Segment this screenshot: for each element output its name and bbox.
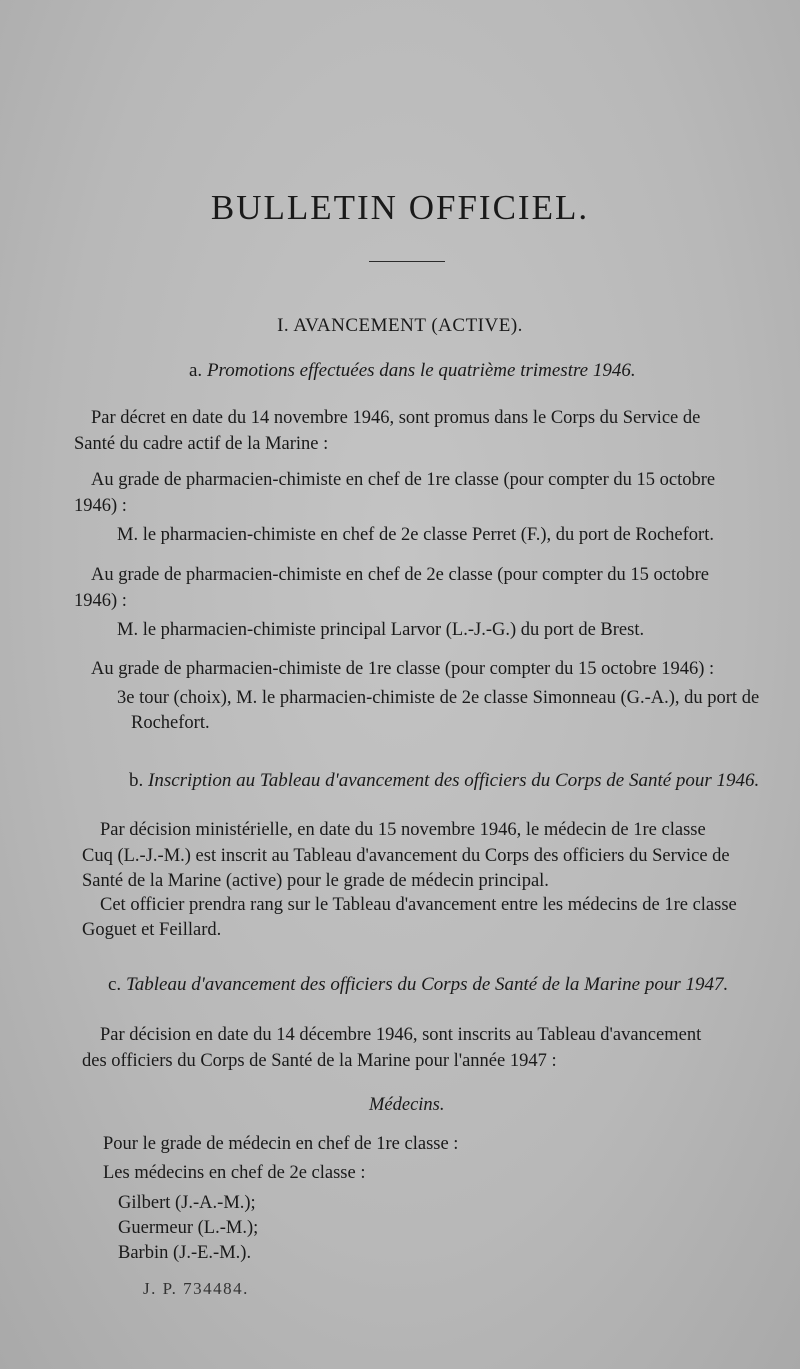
b-para1-line-3: Santé de la Marine (active) pour le grade de médecin principal. (82, 871, 549, 891)
grade1-line-2: 1946) : (74, 496, 127, 516)
intro-line-2: Santé du cadre actif de la Marine : (74, 434, 329, 454)
grade3-name-line-1: 3e tour (choix), M. le pharmacien-chimiste de 2e classe Simonneau (G.-A.), du port de (117, 688, 760, 708)
subsection-c-label: c. (108, 974, 122, 995)
section-heading: I. AVANCEMENT (ACTIVE). (277, 315, 523, 336)
grade3-name-line-2: Rochefort. (131, 713, 210, 733)
subsection-b-heading (129, 770, 759, 792)
subsection-a-label: a. (189, 360, 203, 381)
subsection-c-title: Tableau d'avancement des officiers du Corps de Santé de la Marine pour 1947. (125, 974, 729, 995)
subsection-b-title: Inscription au Tableau d'avancement des officiers du Corps de Santé pour 1946. (148, 770, 760, 791)
name-barbin: Barbin (J.-E.-M.). (118, 1243, 252, 1263)
b-para1-line-2: Cuq (L.-J.-M.) est inscrit au Tableau d'avancement du Corps des officiers du Service de (82, 846, 730, 866)
grade3-line-1: Au grade de pharmacien-chimiste de 1re classe (pour compter du 15 octobre 1946) : (91, 659, 715, 679)
subsection-c-heading (108, 974, 728, 996)
grade1-name: M. le pharmacien-chimiste en chef de 2e classe Perret (F.), du port de Rochefort. (117, 525, 714, 545)
name-guermeur: Guermeur (L.-M.); (118, 1218, 259, 1238)
c-para1-line-1: Par décision en date du 14 décembre 1946, sont inscrits au Tableau d'avancement (100, 1025, 702, 1045)
medecins-heading: Médecins. (369, 1095, 445, 1115)
grade-line-1: Pour le grade de médecin en chef de 1re classe : (103, 1134, 459, 1154)
title-divider (369, 261, 445, 262)
b-para2-line-1: Cet officier prendra rang sur le Tableau d'avancement entre les médecins de 1re classe (100, 895, 737, 915)
name-gilbert: Gilbert (J.-A.-M.); (118, 1193, 256, 1213)
subsection-b-label: b. (129, 770, 144, 791)
intro-line-1: Par décret en date du 14 novembre 1946, sont promus dans le Corps du Service de (91, 408, 701, 428)
grade1-line-1: Au grade de pharmacien-chimiste en chef de 1re classe (pour compter du 15 octobre (91, 470, 716, 490)
grade2-line-2: 1946) : (74, 591, 127, 611)
grade-line-2: Les médecins en chef de 2e classe : (103, 1163, 366, 1183)
grade2-name: M. le pharmacien-chimiste principal Larvor (L.-J.-G.) du port de Brest. (117, 620, 645, 640)
subsection-a-heading (189, 360, 636, 382)
b-para1-line-1: Par décision ministérielle, en date du 15 novembre 1946, le médecin de 1re classe (100, 820, 706, 840)
subsection-a-title: Promotions effectuées dans le quatrième trimestre 1946. (206, 360, 636, 381)
b-para2-line-2: Goguet et Feillard. (82, 920, 222, 940)
printer-reference: J. P. 734484. (143, 1279, 249, 1298)
page-title: BULLETIN OFFICIEL. (210, 188, 590, 227)
grade2-line-1: Au grade de pharmacien-chimiste en chef de 2e classe (pour compter du 15 octobre (91, 565, 709, 585)
c-para1-line-2: des officiers du Corps de Santé de la Marine pour l'année 1947 : (82, 1051, 557, 1071)
